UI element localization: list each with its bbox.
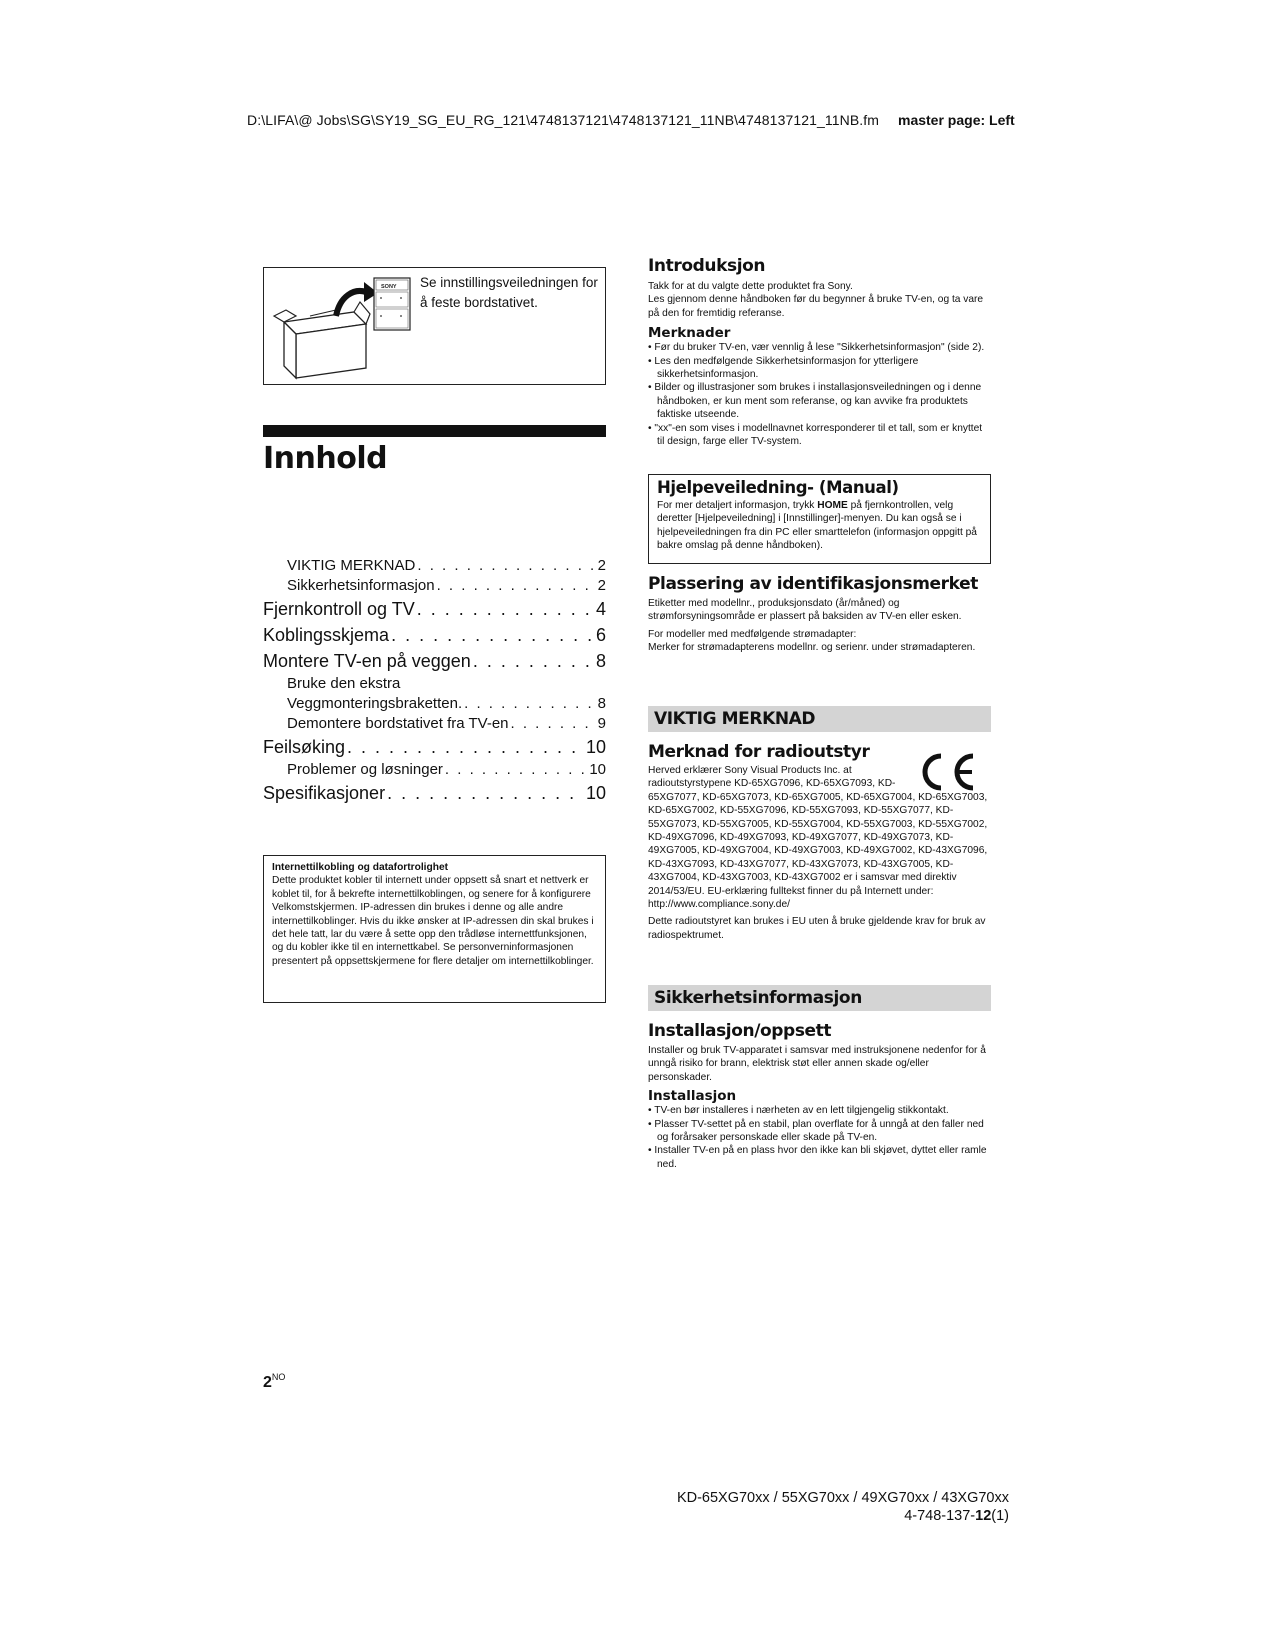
toc-entry[interactable]: Veggmonteringsbraketten. . . . 8 [263,694,606,714]
placement-title: Plassering av identifikasjonsmerket [648,574,978,594]
installation-setup-title: Installasjon/oppsett [648,1021,832,1041]
radio-notice-title: Merknad for radioutstyr [648,742,870,762]
ce-mark-icon [915,750,977,794]
note-item: • Før du bruker TV-en, vær vennlig å lese "Sikkerhetsinformasjon" (side 2). [648,341,991,354]
placement-para: Etiketter med modellnr., produksjonsdato (år/måned) og strømforsyningsområde er plassert på baksiden av TV-en eller esken. [648,598,962,623]
help-text: For mer detaljert informasjon, trykk HOME på fjernkontrollen, velg deretter [Hjelpeveiledning] i [Innstillinger]-menyen. Du kan også se i hjelpeveiledningen fra din PC eller smarttelefon (informasjon oppgitt på bakre omslag på denne håndboken). [657,500,977,552]
notes-title: Merknader [648,325,731,342]
note-item: • "xx"-en som vises i modellnavnet korresponderer til et tall, som er knyttet til design, farge eller TV-system. [648,422,991,449]
section-rule [263,425,606,437]
safety-band: Sikkerhetsinformasjon [648,985,991,1011]
sony-logo: SONY [381,284,397,290]
page-number: $2^{NO}$ [263,1372,286,1391]
intro-para: Les gjennom denne håndboken før du begynner å bruke TV-en, og ta vare på den for fremtidig referanse. [648,294,984,319]
placement-section [648,574,991,655]
safety-para: Installer og bruk TV-apparatet i samsvar med instruksjonene nedenfor for å unngå risiko for brann, elektrisk støt eller annen skade og/eller personskader. [648,1045,986,1083]
toc-entry[interactable]: Problemer og løsninger . . . 10 [263,760,606,780]
document-code: 4-748-137-12(1) [904,1508,1009,1524]
internet-privacy-title: Internettilkobling og datafortrolighet [272,862,449,873]
radio-notice-para: Herved erklærer Sony Visual Products Inc. at radioutstyrstypene KD-65XG7096, KD-65XG7093, KD-65XG7077, KD-65XG7073, KD-65XG7005, KD-65XG7004, KD-65XG7003, KD-65XG7002, KD-55XG7096, KD-55XG7093, KD-55XG7077, KD-55XG7073, KD-55XG7005, KD-55XG7004, KD-55XG7003, KD-55XG7002, KD-49XG7096, KD-49XG7093, KD-49XG7077, KD-49XG7073, KD-49XG7005, KD-49XG7004, KD-49XG7003, KD-49XG7002, KD-43XG7096, KD-43XG7093, KD-43XG7077, KD-43XG7073, KD-43XG7005, KD-43XG7004, KD-43XG7003, KD-43XG7002 er i samsvar med direktiv 2014/53/EU. EU-erklæring fulltekst finner du på Internett under: http://www.compliance.sony.de/ [648,765,988,911]
installation-item: • TV-en bør installeres i nærheten av en lett tilgjengelig stikkontakt. [648,1104,991,1117]
important-notice-section [648,706,991,942]
master-page-label: master page: Left [898,112,1015,128]
toc-entry[interactable]: Feilsøking . . . 10 [263,734,606,760]
installation-subtitle: Installasjon [648,1088,737,1105]
help-guide-box [648,474,991,564]
toc-entry[interactable]: VIKTIG MERKNAD . . . 2 [263,556,606,576]
toc-title: Innhold [263,441,388,476]
note-item: • Les den medfølgende Sikkerhetsinformasjon for ytterligere sikkerhetsinformasjon. [648,355,991,382]
figure-caption: Se innstillingsveiledningen for å feste bordstativet. [420,275,598,310]
placement-para: Merker for strømadapterens modellnr. og serienr. under strømadapteren. [648,642,976,654]
placement-para: For modeller med medfølgende strømadapter: [648,628,857,640]
installation-item: • Plasser TV-settet på en stabil, plan overflate for å unngå at den faller ned og forårsaker personskade eller skade på TV-en. [648,1118,991,1145]
table-of-contents [263,556,606,806]
file-path: D:\LIFA\@ Jobs\SG\SY19_SG_EU_RG_121\4748137121\4748137121_11NB\4748137121_11NB.fm [247,112,880,128]
toc-entry[interactable]: Montere TV-en på veggen . . . 8 [263,648,606,674]
intro-section [648,256,991,448]
radio-notice-para: Dette radioutstyret kan brukes i EU uten å bruke gjeldende krav for bruk av radiospektrumet. [648,916,986,941]
internet-privacy-box [263,855,606,1003]
note-item: • Bilder og illustrasjoner som brukes i installasjonsveiledningen og i denne håndboken, er kun ment som referanse, og kan avvike fra produktets faktiske utseende. [648,381,991,421]
toc-entry[interactable]: Sikkerhetsinformasjon . . . 2 [263,576,606,596]
installation-item: • Installer TV-en på en plass hvor den ikke kan bli skjøvet, dyttet eller ramle ned. [648,1144,991,1171]
help-title: Hjelpeveiledning- (Manual) [657,478,899,497]
setup-figure-box [263,267,606,385]
intro-title: Introduksjon [648,256,766,276]
tv-box-illustration-icon [270,272,420,380]
toc-entry[interactable]: Koblingsskjema . . . 6 [263,622,606,648]
safety-section [648,985,991,1171]
model-list: KD-65XG70xx / 55XG70xx / 49XG70xx / 43XG70xx [676,1490,1009,1506]
important-notice-band: VIKTIG MERKNAD [648,706,991,732]
toc-entry[interactable]: Fjernkontroll og TV . . . 4 [263,596,606,622]
intro-para: Takk for at du valgte dette produktet fra Sony. [648,281,853,292]
toc-entry[interactable]: Spesifikasjoner . . . 10 [263,780,606,806]
internet-privacy-body: Dette produktet kobler til internett under oppsett så snart et nettverk er koblet til, for å bekrefte internettilkoblingen, og senere for å konfigurere Velkomstskjermen. IP-adressen din brukes i denne og alle andre internettilkoblinger. Hvis du ikke ønsker at IP-adressen din skal brukes i det hele tatt, lar du være å sette opp den trådløse internettfunksjonen, og du kobler ikke til en internettkabel. Se personverninformasjonen presentert på oppsettskjermene for flere detaljer om internettilkoblinger. [272,875,594,967]
toc-entry[interactable]: Demontere bordstativet fra TV-en . . . 9 [263,714,606,734]
toc-entry-continued: Bruke den ekstra [287,675,401,692]
